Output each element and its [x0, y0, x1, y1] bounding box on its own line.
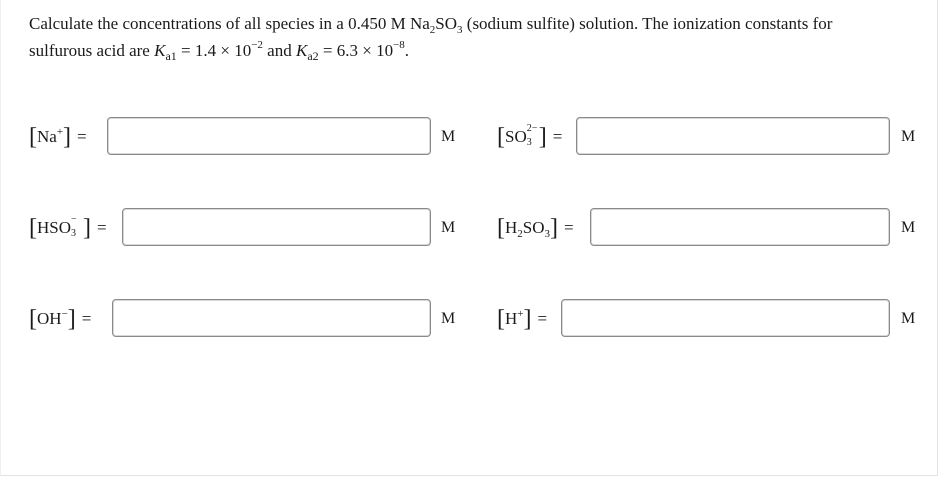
h2so3-concentration-input[interactable]: [590, 208, 890, 246]
hso3-label: [HSO − 3 ] =: [29, 214, 107, 241]
h2so3-label: $[H_2SO_3]$ =: [497, 215, 574, 241]
answer-row-3: [1, 297, 938, 341]
oh-label: [OH−] =: [29, 306, 92, 332]
hso3-unit: M: [441, 219, 456, 236]
so3-concentration-input[interactable]: [576, 117, 890, 155]
h-label: [H+] =: [497, 306, 548, 332]
oh-concentration-input[interactable]: [112, 299, 431, 337]
so3-unit: M: [901, 128, 916, 145]
h-unit: M: [901, 310, 916, 327]
h-concentration-input[interactable]: [561, 299, 890, 337]
na-label: [Na+] =: [29, 124, 87, 150]
question-text: Calculate the concentrations of all species in a 0.450 M $Na_2SO_3$ (sodium sulfite) solution. The ionization constants for sulfurous acid are $K_{a1} = 1.4 \times 10^{-2}$ and $K_{a2} = 6.3 \times 10^{-8}$.: [29, 14, 833, 63]
answer-row-2: [1, 206, 938, 250]
na-concentration-input[interactable]: [107, 117, 431, 155]
answer-row-1: [1, 115, 938, 159]
na-unit: M: [441, 128, 456, 145]
so3-label: [SO 2− 3 ] =: [497, 123, 563, 150]
hso3-concentration-input[interactable]: [122, 208, 431, 246]
oh-unit: M: [441, 310, 456, 327]
h2so3-unit: M: [901, 219, 916, 236]
